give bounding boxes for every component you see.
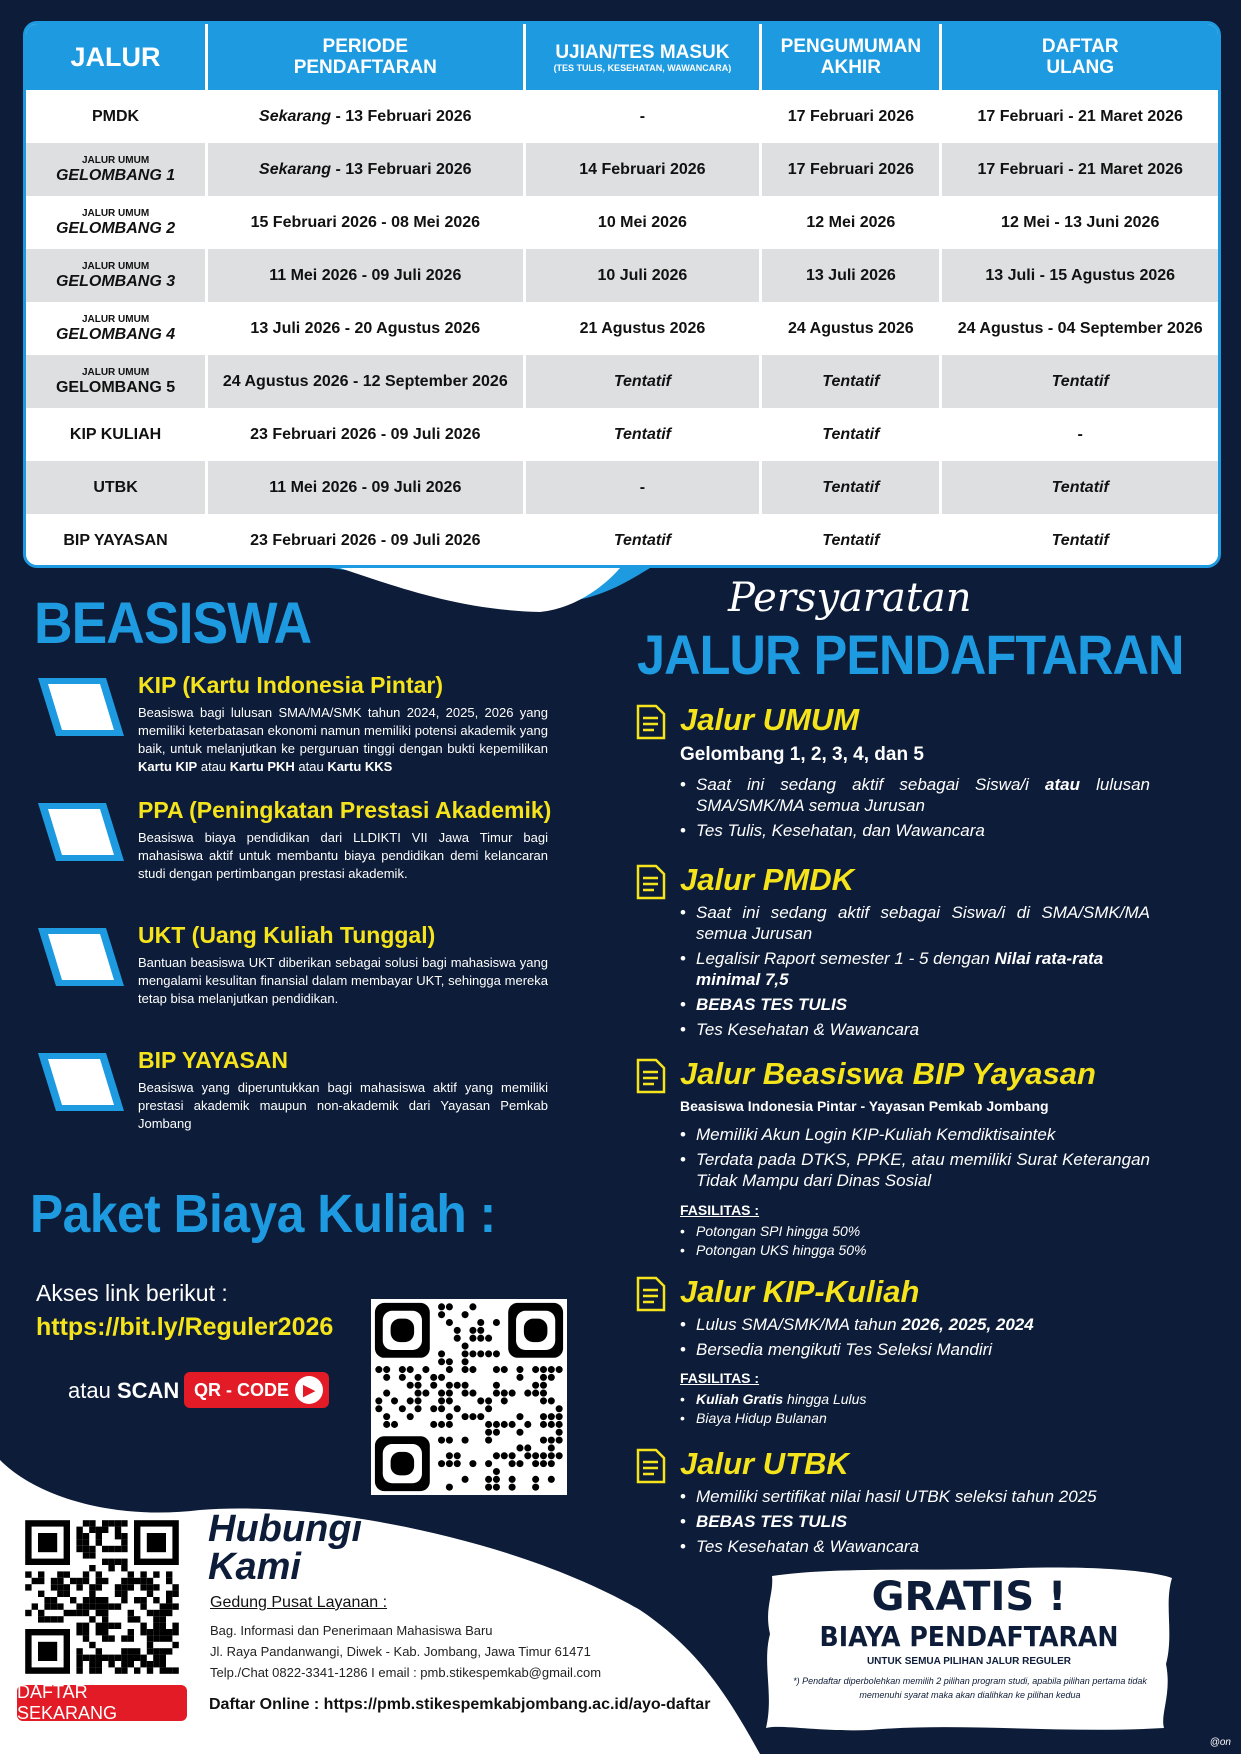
periode-cell: 11 Mei 2026 - 09 Juli 2026	[208, 249, 525, 302]
scholarship-description: Beasiswa bagi lulusan SMA/MA/SMK tahun 2024, 2025, 2026 yang memiliki keterbatasan ekonomi namun memiliki potensi akademik yang baik, untuk melanjutkan ke perguruan tinggi dengan bukti kepemilikan Kartu KIP atau Kartu PKH atau Kartu KKS	[138, 705, 548, 774]
scholarship-title: BIP YAYASAN	[138, 1047, 289, 1073]
ujian-cell: -	[526, 461, 763, 514]
paket-link[interactable]: https://bit.ly/Reguler2026	[36, 1313, 334, 1341]
req-item: • Saat ini sedang aktif sebagai Siswa/i atau lulusan SMA/SMK/MA semua Jurusan	[680, 774, 1150, 816]
daftar-ulang-cell: Tentatif	[1051, 478, 1109, 496]
ujian-cell: 10 Mei 2026	[526, 196, 763, 249]
document-icon	[636, 1276, 666, 1312]
jalur-cell: KIP KULIAH	[26, 408, 208, 461]
parallelogram-icon	[36, 926, 126, 988]
req-item: • Saat ini sedang aktif sebagai Siswa/i di SMA/SMK/MA semua Jurusan	[680, 902, 1150, 944]
daftar-ulang-cell: 24 Agustus - 04 September 2026	[957, 319, 1203, 337]
scholarship-title: UKT (Uang Kuliah Tunggal)	[138, 922, 436, 948]
daftar-ulang-cell: 13 Juli - 15 Agustus 2026	[985, 266, 1176, 284]
schedule-table	[23, 21, 1221, 568]
table-row	[26, 302, 1218, 355]
daftar-sekarang-button[interactable]: DAFTAR SEKARANG	[17, 1685, 187, 1721]
pengumuman-cell: Tentatif	[762, 355, 942, 408]
daftar-ulang-cell: Tentatif	[1051, 372, 1109, 390]
header-jalur: JALUR	[26, 24, 208, 90]
periode-cell: 24 Agustus 2026 - 12 September 2026	[208, 355, 525, 408]
persyaratan-script: Persyaratan	[728, 575, 972, 621]
header-ujian: UJIAN/TES MASUK (TES TULIS, KESEHATAN, WAWANCARA)	[526, 24, 763, 90]
req-item: • Tes Tulis, Kesehatan, dan Wawancara	[680, 820, 1150, 841]
paket-title: Paket Biaya Kuliah :	[30, 1184, 496, 1244]
req-item: • BEBAS TES TULIS	[680, 994, 1150, 1015]
jalur-cell: JALUR UMUM GELOMBANG 3	[26, 249, 208, 302]
jalur-cell: JALUR UMUM GELOMBANG 1	[26, 143, 208, 196]
periode-cell: 23 Februari 2026 - 09 Juli 2026	[208, 408, 525, 461]
req-item: • Terdata pada DTKS, PPKE, atau memiliki Surat Keterangan Tidak Mampu dari Dinas Sosial	[680, 1149, 1150, 1191]
pengumuman-cell: 12 Mei 2026	[762, 196, 942, 249]
document-icon	[636, 864, 666, 900]
periode-cell: Sekarang - 13 Februari 2026	[208, 143, 525, 196]
periode-cell: 11 Mei 2026 - 09 Juli 2026	[208, 461, 525, 514]
contact-qr-code[interactable]	[22, 1517, 182, 1677]
parallelogram-icon	[36, 676, 126, 738]
ujian-cell: Tentatif	[526, 355, 763, 408]
periode-cell: 13 Juli 2026 - 20 Agustus 2026	[208, 302, 525, 355]
periode-cell: 15 Februari 2026 - 08 Mei 2026	[208, 196, 525, 249]
req-item: • Kuliah Gratis hingga Lulus	[680, 1390, 1150, 1408]
jalur-cell: JALUR UMUM GELOMBANG 2	[26, 196, 208, 249]
table-row	[26, 249, 1218, 302]
table-row	[26, 355, 1218, 408]
pengumuman-cell: Tentatif	[762, 461, 942, 514]
table-row	[26, 408, 1218, 461]
akses-label: Akses link berikut :	[36, 1280, 228, 1306]
table-row	[26, 461, 1218, 514]
scan-label: atau SCAN	[68, 1378, 180, 1403]
pengumuman-cell: 13 Juli 2026	[762, 249, 942, 302]
req-item: • Memiliki Akun Login KIP-Kuliah Kemdiktisaintek	[680, 1124, 1150, 1145]
req-item: • Lulus SMA/SMK/MA tahun 2026, 2025, 2024	[680, 1314, 1150, 1335]
req-item: • Tes Kesehatan & Wawancara	[680, 1019, 1150, 1040]
req-item: • Tes Kesehatan & Wawancara	[680, 1536, 1150, 1557]
play-icon: ▶	[295, 1376, 323, 1404]
pengumuman-cell: 17 Februari 2026	[762, 143, 942, 196]
daftar-ulang-cell: 17 Februari - 21 Maret 2026	[977, 160, 1183, 178]
contact-info: Bag. Informasi dan Penerimaan Mahasiswa Baru Jl. Raya Pandanwangi, Diwek - Kab. Jombang, Jawa Timur 61471 Telp./Chat 0822-3341-1286 I email : pmb.stikespemkab@gmail.com	[210, 1623, 602, 1680]
jalur-cell: PMDK	[26, 90, 208, 143]
jalur-cell: BIP YAYASAN	[26, 514, 208, 568]
table-row	[26, 196, 1218, 249]
ujian-cell: -	[526, 90, 763, 143]
gratis-banner: GRATIS ! BIAYA PENDAFTARAN UNTUK SEMUA PILIHAN JALUR REGULER *) Pendaftar diperbolehkan memilih 2 pilihan program studi, apabila pilihan pertama tidak memenuhi syarat maka akan dialihkan ke pilihan kedua	[760, 1564, 1178, 1734]
daftar-ulang-cell: 17 Februari - 21 Maret 2026	[977, 107, 1183, 125]
scholarship-description: Beasiswa yang diperuntukkan bagi mahasiswa aktif yang memiliki prestasi akademik maupun non-akademik dari Yayasan Pemkab Jombang	[138, 1080, 548, 1131]
parallelogram-icon	[36, 1051, 126, 1113]
ujian-cell: 10 Juli 2026	[526, 249, 763, 302]
daftar-ulang-cell: -	[1077, 425, 1083, 443]
credit: @on	[1209, 1737, 1231, 1748]
daftar-ulang-cell: 12 Mei - 13 Juni 2026	[1001, 213, 1160, 231]
req-item: • Memiliki sertifikat nilai hasil UTBK seleksi tahun 2025	[680, 1486, 1150, 1507]
pengumuman-cell: 24 Agustus 2026	[762, 302, 942, 355]
header-periode: PERIODE PENDAFTARAN	[208, 24, 525, 90]
qr-code-button[interactable]: QR - CODE ▶	[184, 1372, 329, 1408]
scholarship-title: PPA (Peningkatan Prestasi Akademik)	[138, 797, 552, 823]
req-item: • Legalisir Raport semester 1 - 5 dengan Nilai rata-rata minimal 7,5	[680, 948, 1150, 990]
hubungi-kami-title: Hubungi Kami	[208, 1508, 363, 1588]
scholarship-description: Beasiswa biaya pendidikan dari LLDIKTI VII Jawa Timur bagi mahasiswa aktif untuk membantu biaya pendidikan demi kelancaran studi dengan pertimbangan prestasi akademik.	[138, 830, 548, 881]
parallelogram-icon	[36, 801, 126, 863]
beasiswa-title: BEASISWA	[34, 591, 312, 656]
req-item: • Biaya Hidup Bulanan	[680, 1409, 1150, 1427]
req-item: • Potongan SPI hingga 50%	[680, 1222, 1150, 1240]
pengumuman-cell: 17 Februari 2026	[762, 90, 942, 143]
scholarship-title: KIP (Kartu Indonesia Pintar)	[138, 672, 444, 698]
jalur-cell: JALUR UMUM GELOMBANG 5	[26, 355, 208, 408]
periode-cell: 23 Februari 2026 - 09 Juli 2026	[208, 514, 525, 568]
daftar-online-link[interactable]: Daftar Online : https://pmb.stikespemkabjombang.ac.id/ayo-daftar	[209, 1696, 711, 1713]
header-pengumuman: PENGUMUMAN AKHIR	[762, 24, 942, 90]
pengumuman-cell: Tentatif	[762, 408, 942, 461]
gedung-label: Gedung Pusat Layanan :	[210, 1594, 388, 1611]
daftar-ulang-cell: Tentatif	[1051, 532, 1109, 549]
table-header	[26, 24, 1218, 90]
jalur-cell: JALUR UMUM GELOMBANG 4	[26, 302, 208, 355]
ujian-cell: 21 Agustus 2026	[526, 302, 763, 355]
table-row	[26, 143, 1218, 196]
header-daftar-ulang: DAFTAR ULANG	[1041, 36, 1119, 78]
document-icon	[636, 1058, 666, 1094]
table-row	[26, 90, 1218, 143]
ujian-cell: Tentatif	[526, 514, 763, 568]
jalur-cell: UTBK	[26, 461, 208, 514]
pengumuman-cell: Tentatif	[762, 514, 942, 568]
document-icon	[636, 1448, 666, 1484]
jalur-pendaftaran-title: JALUR PENDAFTARAN	[637, 623, 1184, 686]
scholarship-description: Bantuan beasiswa UKT diberikan sebagai solusi bagi mahasiswa yang mengalami kesulitan finansial dalam membayar UKT, sehingga mereka tetap bisa melanjutkan pendidikan.	[138, 955, 548, 1006]
ujian-cell: 14 Februari 2026	[526, 143, 763, 196]
periode-cell: Sekarang - 13 Februari 2026	[208, 90, 525, 143]
ujian-cell: Tentatif	[526, 408, 763, 461]
req-item: • Potongan UKS hingga 50%	[680, 1241, 1150, 1259]
document-icon	[636, 704, 666, 740]
req-item: • Bersedia mengikuti Tes Seleksi Mandiri	[680, 1339, 1150, 1360]
req-item: • BEBAS TES TULIS	[680, 1511, 1150, 1532]
